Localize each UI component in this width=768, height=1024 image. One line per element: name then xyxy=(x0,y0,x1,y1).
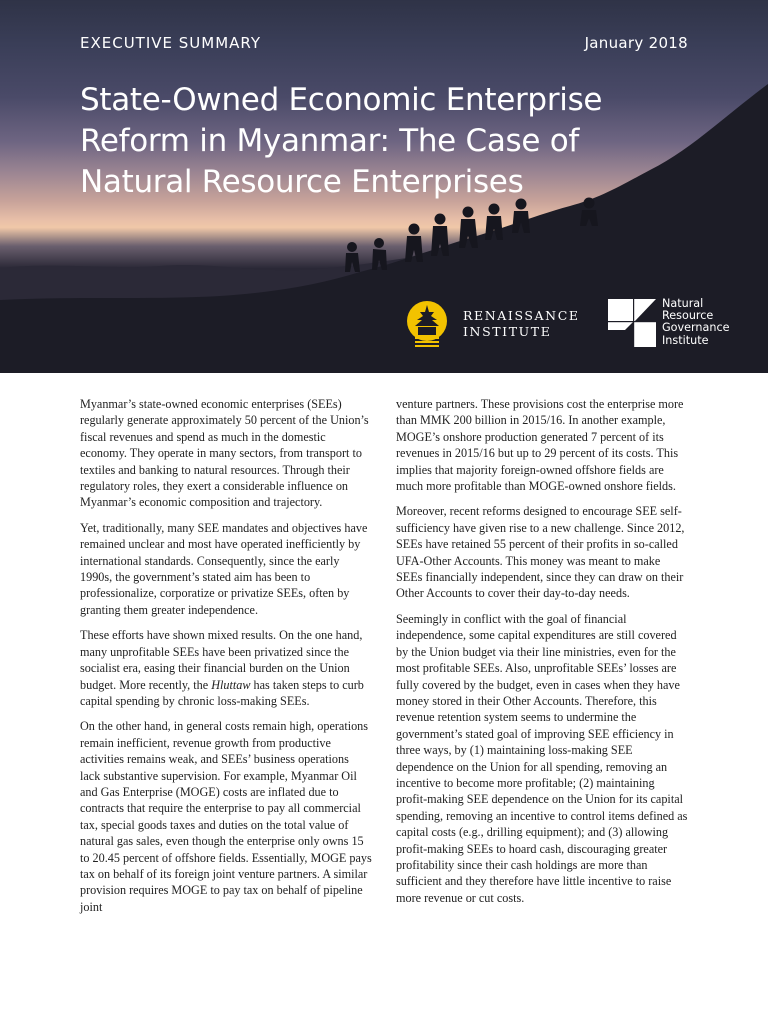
paragraph: venture partners. These provisions cost the enterprise more than MMK 200 billion in 2015/16. In another example, MOGE’s onshore production generated 7 percent of its revenues in 2015/16 but up to 29 percent of its costs. This implies that majority foreign-owned offshore fields are much more profitable than MOGE-owned onshore fields. xyxy=(396,397,684,494)
paragraph: Seemingly in conflict with the goal of financial independence, some capital expenditures are still covered by the Union budget via their line ministries, even for the most profitable SEEs. Also, unprofitable SEEs’ losses are fully covered by the budget, even in cases when they have money stored in their Other Accounts. Therefore, this revenue retention system seems to undermine the government’s stated goal of improving SEE efficiency in three ways, by (1) maintaining loss-making SEE dependence on the Union for all spending, removing an incentive to become more profitable; (2) maintaining profit-making SEE dependence on the Union for its capital spending, removing an incentive to control items defined as capital costs (e.g., drilling equipment); and (3) allowing profit-making SEEs to hoard cash, discouraging greater profitability since their cash holdings are more than sufficient and they therefore have little incentive to raise more revenue or cut costs. xyxy=(396,611,688,905)
paragraph-text: has taken steps to curb capital spending by chronic loss-making SEEs. xyxy=(80,677,364,708)
body-column-right xyxy=(396,396,688,915)
paragraph: Myanmar’s state-owned economic enterprises (SEEs) regularly generate approximately 50 percent of the Union’s fiscal revenues and spend as much in the domestic economy. They operate in many sectors, from transport to textiles and banking to natural resources. Through their regulatory roles, they exert a considerable influence on Myanmar’s economic composition and trajectory. xyxy=(80,397,369,510)
paragraph: Moreover, recent reforms designed to encourage SEE self-sufficiency have given rise to a new challenge. Since 2012, SEEs have retained 55 percent of their profits in so-called UFA-Other Accounts. This money was meant to make SEEs financially independent, since they can draw on their Other Accounts to cover their day-to-day needs. xyxy=(396,504,685,601)
paragraph xyxy=(80,627,372,709)
hluttaw-term: Hluttaw xyxy=(211,677,251,692)
renaissance-logo-line1: RENAISSANCE xyxy=(463,308,580,323)
body-column-left xyxy=(80,396,372,924)
nrgi-logo-line1: Natural xyxy=(662,297,704,310)
paragraph-text: These efforts have shown mixed results. On the one hand, many unprofitable SEEs have been privatized since the socialist era, easing their financial burden on the Union budget. More recently, the xyxy=(80,628,363,692)
renaissance-institute-logo xyxy=(406,300,580,348)
nrgi-logo xyxy=(608,299,730,347)
section-label: EXECUTIVE SUMMARY xyxy=(80,34,262,52)
nrgi-logo-line3: Governance xyxy=(662,321,730,335)
nrgi-mark-icon xyxy=(608,299,656,347)
pagoda-emblem-icon xyxy=(406,300,448,348)
paragraph: On the other hand, in general costs remain high, operations remain inefficient, revenue growth from productive activities remains weak, and SEEs’ business operations lack substantive supervision. For example, Myanmar Oil and Gas Enterprise (MOGE) costs are inflated due to contracts that require the enterprise to pay all commercial tax, special goods taxes and duties on the total value of natural gas sales, even though the enterprise only owns 15 to 20.45 percent of offshore fields. Essentially, MOGE pays tax on behalf of its foreign joint venture partners. A similar provision requires MOGE to pay tax on behalf of pipeline joint xyxy=(80,719,372,914)
nrgi-logo-line2: Resource xyxy=(662,309,714,323)
cover-banner xyxy=(0,0,768,373)
renaissance-logo-line2: INSTITUTE xyxy=(463,324,552,339)
publication-date: January 2018 xyxy=(584,34,688,52)
nrgi-logo-line4: Institute xyxy=(662,333,709,347)
paragraph: Yet, traditionally, many SEE mandates and objectives have remained unclear and most have operated inefficiently by international standards. Consequently, since the early 1990s, the government’s stated aim has been to professionalize, corporatize or privatize SEEs, often by granting them greater independence. xyxy=(80,520,368,617)
document-title: State-Owned Economic Enterprise Reform in Myanmar: The Case of Natural Resource Enterprises xyxy=(80,82,603,200)
